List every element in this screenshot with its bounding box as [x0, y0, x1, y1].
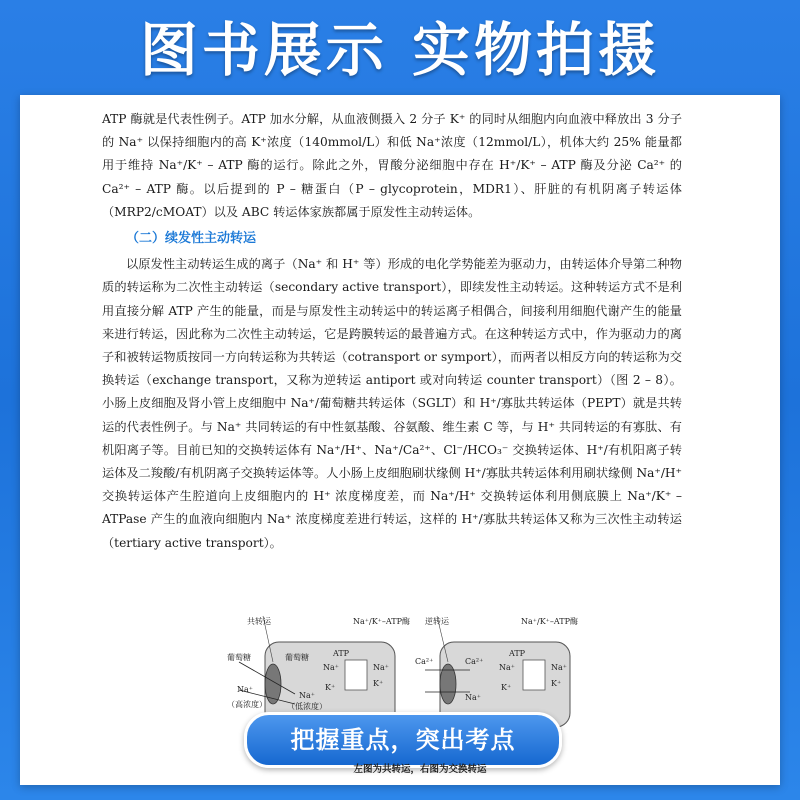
exchange-cell [415, 616, 578, 727]
pump-na-out-left: Na⁺ [373, 663, 389, 672]
pump-channel-left [345, 660, 367, 690]
label-pump-right: Na⁺/K⁺–ATP酶 [521, 617, 578, 626]
cotransporter-protein [265, 664, 281, 704]
cotransport-cell [227, 616, 410, 727]
na-inside: Na⁺ [299, 691, 315, 700]
header-title: 图书展示 实物拍摄 [139, 16, 661, 84]
na-inside-note: （低浓度） [287, 702, 327, 711]
figure-caption: 左图为共转运，右图为交换转运 [353, 764, 487, 775]
paragraph-2: 以原发性主动转运生成的离子（Na⁺ 和 H⁺ 等）形成的电化学势能差为驱动力，由转运体介导第二种物质的转运称为二次性主动转运（secondary active transport），即续发性主动转运。这种转运方式不是利用直接分解 ATP 产生的能量，而是与原发性主动转运中的转运离子相偶合，间接利用细胞代谢产生的能量来进行转运，因此称为二次性主动转运，它是跨膜转运的最普遍方式。在这种转运方式中，作为驱动力的离子和被转运物质按同一方向转运称为共转运（cotransport or symport），而两者以相反方向的转运称为交换转运（exchange transport，又称为逆转运 antiport 或对向转运 counter transport）（图 2 – 8）。小肠上皮细胞及肾小管上皮细胞中 Na⁺/葡萄糖共转运体（SGLT）和 H⁺/寡肽共转运体（PEPT）就是共转运的代表性例子。与 Na⁺ 共同转运的有中性氨基酸、谷氨酸、维生素 C 等，与 H⁺ 共同转运的有寡肽、有机阳离子等。目前已知的交换转运体有 Na⁺/H⁺、Na⁺/Ca²⁺、Cl⁻/HCO₃⁻ 交换转运体、H⁺/有机阳离子转运体及二羧酸/有机阴离子交换转运体等。人小肠上皮细胞刷状缘侧 H⁺/寡肽共转运体利用刷状缘侧 Na⁺/H⁺ 交换转运体产生腔道向上皮细胞内的 H⁺ 浓度梯度差，而 Na⁺/H⁺ 交换转运体利用侧底膜上 Na⁺/K⁺ – ATPase 产生的血液向细胞内 Na⁺ 浓度梯度差进行转运，这样的 H⁺/寡肽共转运体又称为三次性主动转运（tertiary active transport）。 [102, 257, 682, 550]
na-inside-right: Na⁺ [465, 693, 481, 702]
paragraph-1: ATP 酶就是代表性例子。ATP 加水分解，从血液侧摄入 2 分子 K⁺ 的同时从细胞内向血液中释放出 3 分子的 Na⁺ 以保持细胞内的高 K⁺浓度（140mmol/L）和低 Na⁺浓度（12mmol/L），机体大约 25% 能量都用于维持 Na⁺/K⁺ – ATP 酶的运行。除此之外，胃酸分泌细胞中存在 H⁺/K⁺ – ATP 酶及分泌 Ca²⁺ 的 Ca²⁺ – ATP 酶。以后提到的 P – 糖蛋白（P – glycoprotein，MDR1）、肝脏的有机阴离子转运体（MRP2/cMOAT）以及 ABC 转运体家族都属于原发性主动转运体。 [102, 112, 682, 219]
atp-left: ATP [333, 649, 350, 658]
atp-right: ATP [509, 649, 526, 658]
pump-k-in-left: K⁺ [325, 683, 336, 692]
label-pump-left: Na⁺/K⁺–ATP酶 [353, 617, 410, 626]
section-heading: （二）续发性主动转运 [126, 231, 257, 247]
pump-k-in-right: K⁺ [501, 683, 512, 692]
pump-na-out-right: Na⁺ [551, 663, 567, 672]
pump-k-out-left: K⁺ [373, 679, 384, 688]
promo-banner: 把握重点，突出考点 [244, 712, 562, 768]
pump-na-in-left: Na⁺ [323, 663, 339, 672]
label-exchange: 逆转运 [425, 617, 449, 626]
pump-channel-right [523, 660, 545, 690]
na-outside-note: （高浓度） [227, 700, 267, 709]
glucose-inside: 葡萄糖 [285, 653, 309, 662]
body-text [102, 108, 682, 555]
ca-outside: Ca²⁺ [415, 657, 434, 666]
na-outside: Na⁺ [237, 685, 253, 694]
glucose-outside: 葡萄糖 [227, 653, 251, 662]
pump-na-in-right: Na⁺ [499, 663, 515, 672]
ca-inside: Ca²⁺ [465, 657, 484, 666]
label-cotransport: 共转运 [247, 617, 271, 626]
pump-k-out-right: K⁺ [551, 679, 562, 688]
